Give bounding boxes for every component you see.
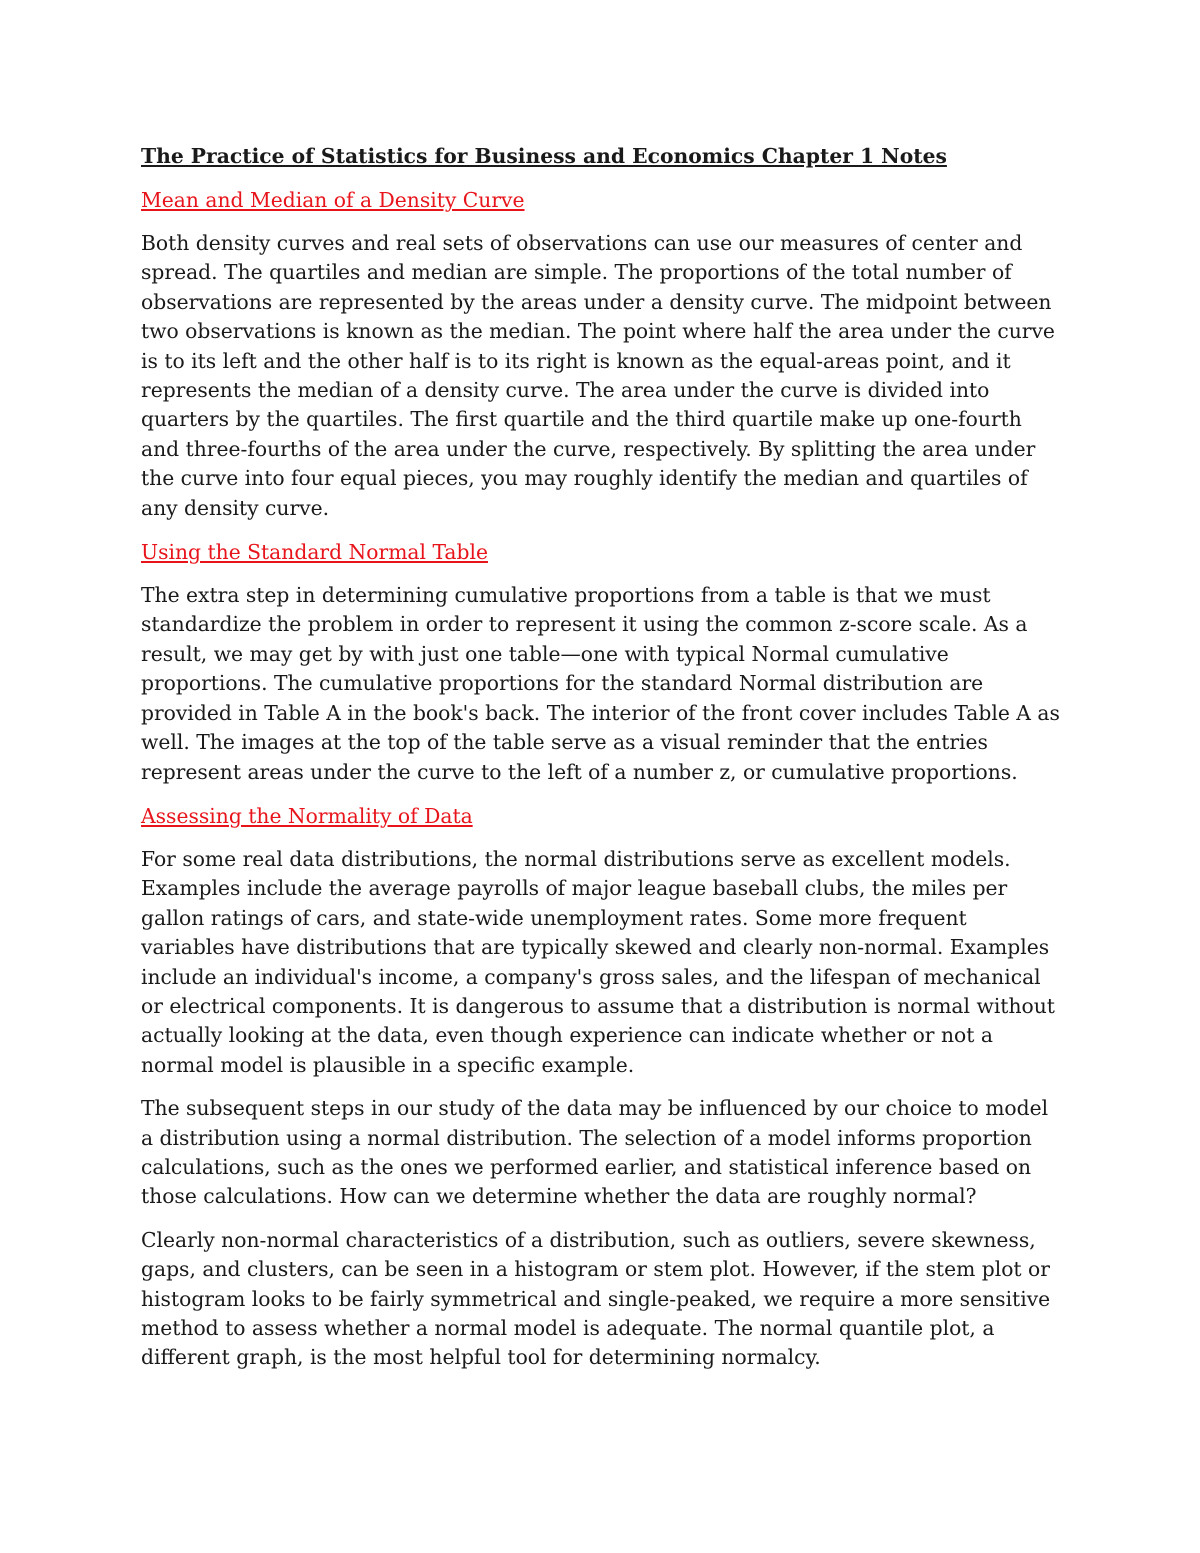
- document-title: The Practice of Statistics for Business and Economics Chapter 1 Notes: [141, 144, 947, 168]
- paragraph-mean-median: Both density curves and real sets of observations can use our measures of center and spread. The quartiles and median are simple. The proportions of the total number of observations are represented by the areas under a density curve. The midpoint between two observations is known as the median. The point where half the area under the curve is to its left and the other half is to its right is known as the equal-areas point, and it represents the median of a density curve. The area under the curve is divided into quarters by the quartiles. The first quartile and the third quartile make up one-fourth and three-fourths of the area under the curve, respectively. By splitting the area under the curve into four equal pieces, you may roughly identify the median and quartiles of any density curve.: [141, 231, 1055, 520]
- section-heading-mean-median: Mean and Median of a Density Curve: [141, 188, 525, 212]
- paragraph-assessing-normality-1: For some real data distributions, the normal distributions serve as excellent models. Examples include the average payrolls of major league baseball clubs, the miles per gallon ratings of cars, and state-wide unemployment rates. Some more frequent variables have distributions that are typically skewed and clearly non-normal. Examples include an individual's income, a company's gross sales, and the lifespan of mechanical or electrical components. It is dangerous to assume that a distribution is normal without actually looking at the data, even though experience can indicate whether or not a normal model is plausible in a specific example.: [141, 846, 1055, 1077]
- paragraph-standard-normal-table: The extra step in determining cumulative proportions from a table is that we must standardize the problem in order to represent it using the common z-score scale. As a result, we may get by with just one table—one with typical Normal cumulative proportions. The cumulative proportions for the standard Normal distribution are provided in Table A in the book's back. The interior of the front cover includes Table A as well. The images at the top of the table serve as a visual reminder that the entries represent areas under the curve to the left of a number z, or cumulative proportions.: [141, 583, 1060, 784]
- section-heading-assessing-normality: Assessing the Normality of Data: [141, 803, 473, 828]
- section-heading-standard-normal-table: Using the Standard Normal Table: [141, 540, 488, 565]
- document-page: [141, 140, 1066, 1387]
- paragraph-assessing-normality-3: Clearly non-normal characteristics of a distribution, such as outliers, severe skewness, gaps, and clusters, can be seen in a histogram or stem plot. However, if the stem plot or histogram looks to be fairly symmetrical and single-peaked, we require a more sensitive method to assess whether a normal model is adequate. The normal quantile plot, a different graph, is the most helpful tool for determining normalcy.: [141, 1227, 1051, 1370]
- paragraph-assessing-normality-2: The subsequent steps in our study of the data may be influenced by our choice to model a distribution using a normal distribution. The selection of a model informs proportion calculations, such as the ones we performed earlier, and statistical inference based on those calculations. How can we determine whether the data are roughly normal?: [141, 1096, 1049, 1209]
